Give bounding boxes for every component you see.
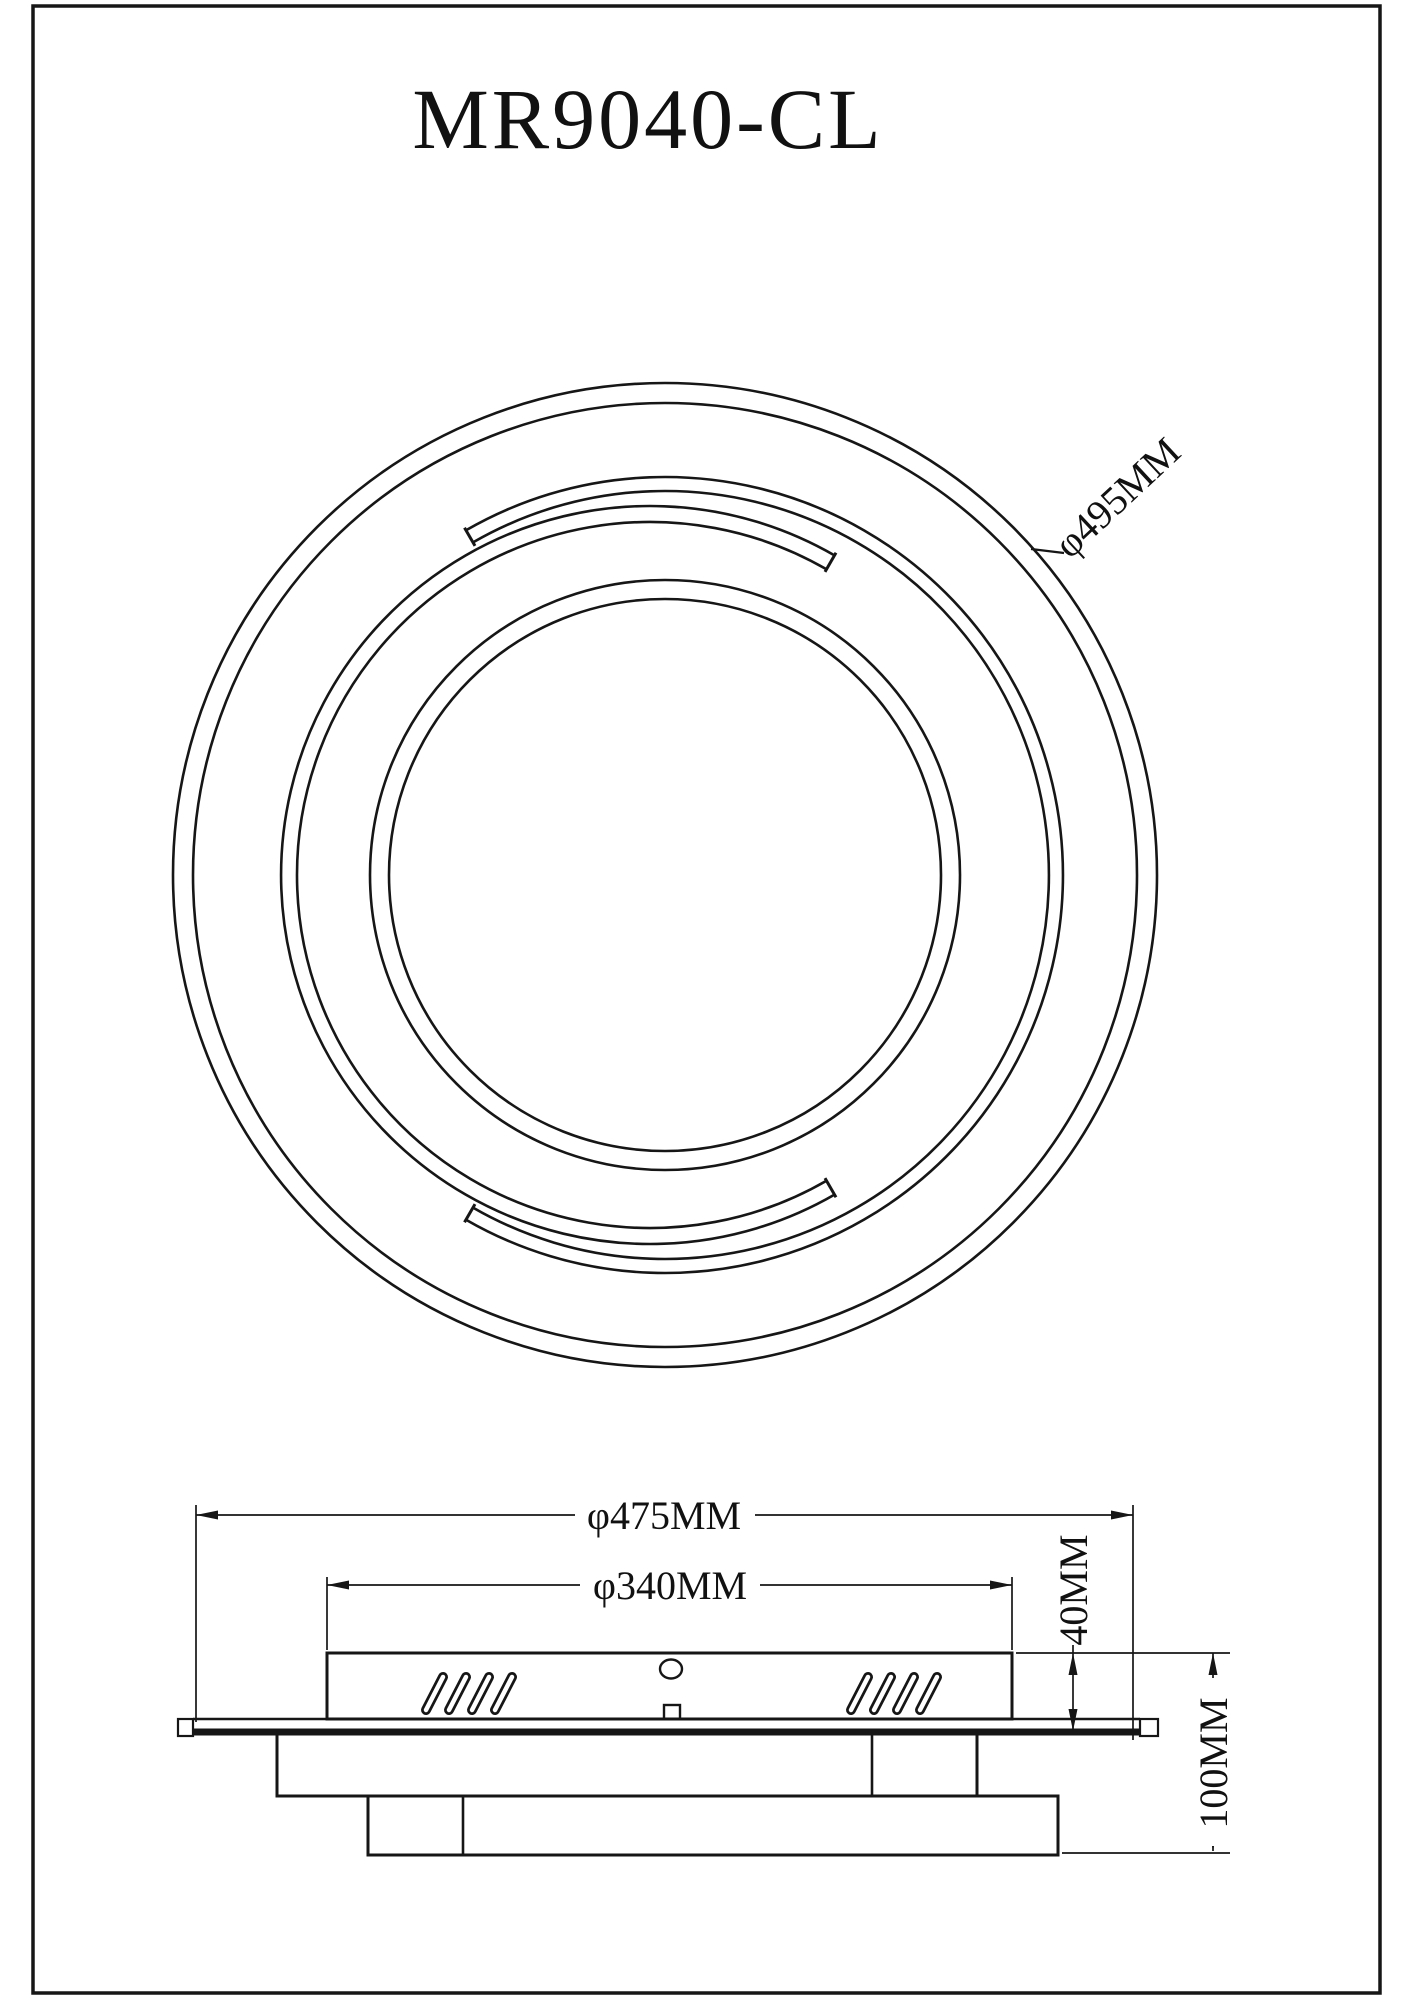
mount-step-lower [368, 1796, 1058, 1855]
total-height-label: 100MM [1191, 1697, 1236, 1829]
center-hole-outer-circle [370, 580, 960, 1170]
body-diameter-label: φ340MM [592, 1563, 748, 1608]
screw-hole [660, 1660, 682, 1679]
center-hole-inner-circle [389, 599, 941, 1151]
dim-outer-diameter [1031, 428, 1189, 566]
dimensions [196, 1493, 1236, 1853]
outer-diameter-label: φ495MM [1045, 428, 1189, 567]
vent-slots-right [851, 1677, 937, 1710]
sheet-border [33, 6, 1380, 1993]
inner-light-band [281, 506, 836, 1244]
cable-notch [664, 1705, 680, 1719]
mount-step-upper [277, 1733, 977, 1796]
drawing-title: MR9040-CL [412, 71, 884, 167]
outer-rim-circle [173, 383, 1157, 1367]
dim-body-height [1051, 1534, 1096, 1731]
outer-rim-inner-circle [193, 403, 1137, 1347]
top-view [173, 383, 1189, 1367]
dim-total-height [1062, 1653, 1236, 1853]
dim-overall-diameter [196, 1493, 1133, 1740]
body-height-label: 40MM [1051, 1534, 1096, 1646]
side-view [178, 1653, 1158, 1855]
vent-slots-left [426, 1677, 512, 1710]
overall-diameter-label: φ475MM [586, 1493, 742, 1538]
dim-body-diameter [327, 1563, 1012, 1650]
